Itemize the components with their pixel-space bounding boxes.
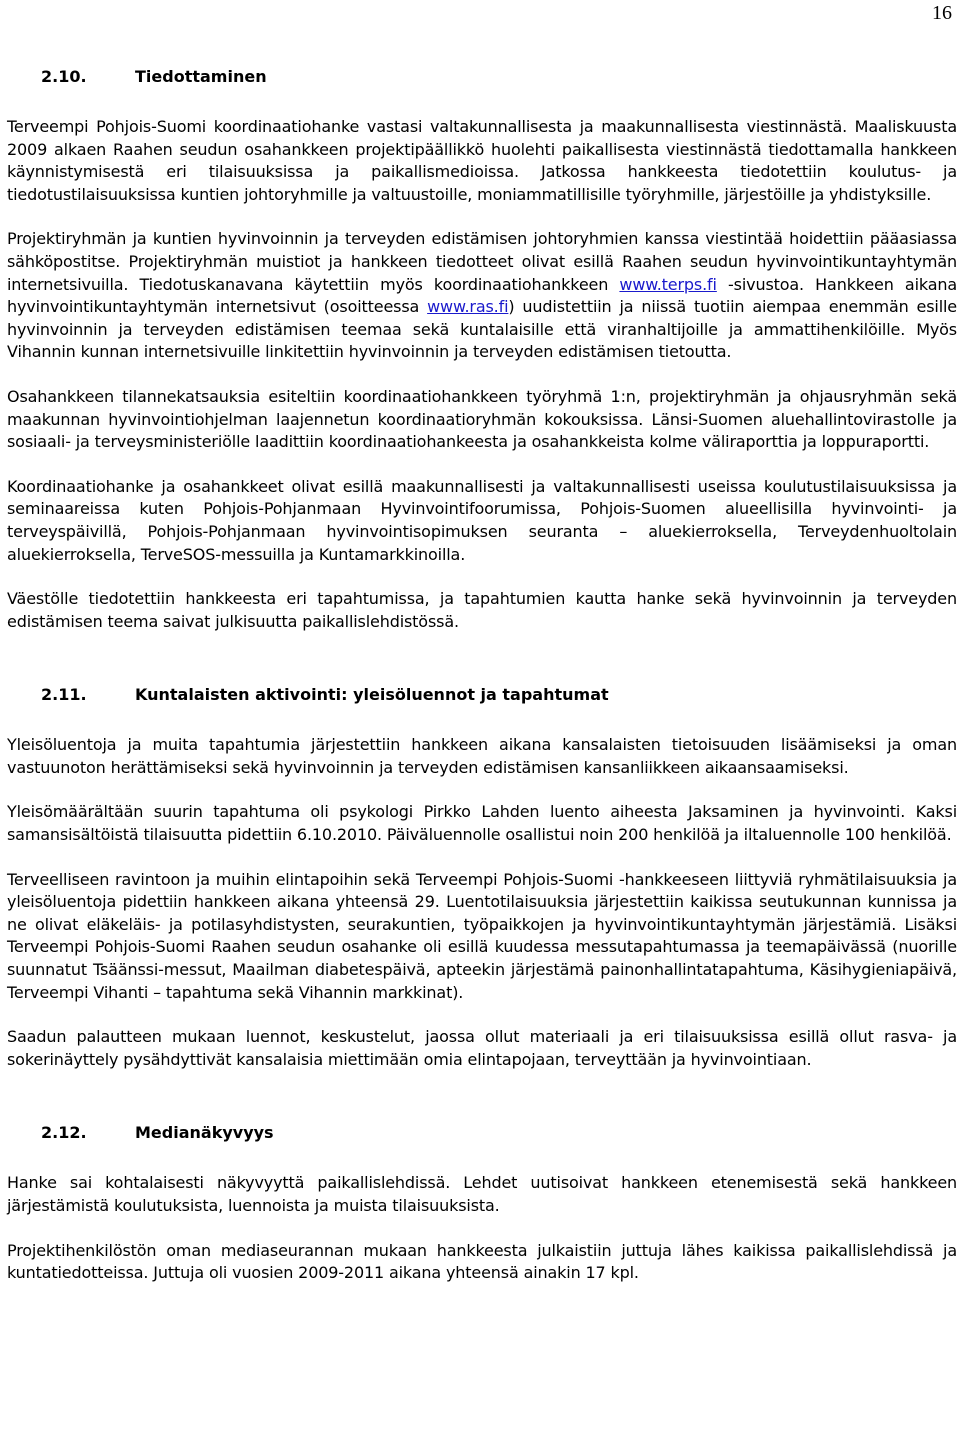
paragraph: Hanke sai kohtalaisesti näkyvyyttä paikallislehdissä. Lehdet uutisoivat hankkeen etenemisestä sekä hankkeen järjestämistä koulutuksista, luennoista ja muista tilaisuuksista. [7, 1173, 957, 1215]
ras-link[interactable]: www.ras.fi [427, 297, 509, 317]
section-heading-tiedottaminen [7, 64, 957, 90]
paragraph: Yleisömäärältään suurin tapahtuma oli psykologi Pirkko Lahden luento aiheesta Jaksaminen ja hyvinvointi. Kaksi samansisältöistä tilaisuutta pidettiin 6.10.2010. Päiväluennolle osallistui noin 200 henkilöä ja iltaluennolle 100 henkilöä. [7, 802, 957, 845]
section-heading-medianakyvyys [7, 1120, 957, 1146]
paragraph: Projektihenkilöstön oman mediaseurannan mukaan hankkeesta julkaistiin juttuja lähes kaikissa paikallislehdissä ja kuntatiedotteissa. Juttuja oli vuosien 2009-2011 aikana yhteensä ainakin 17 kpl. [7, 1240, 957, 1283]
terps-link[interactable]: www.terps.fi [619, 274, 717, 294]
paragraph: Terveempi Pohjois-Suomi koordinaatiohanke vastasi valtakunnallisesta ja maakunnallisesta viestinnästä. Maaliskuusta 2009 alkaen Raahen seudun osahankkeen projektipäällikkö huolehti paikallisesta viestinnästä tiedottamalla hankkeen käynnistymisestä eri tilaisuuksissa ja paikallismedioissa. Jatkossa hankkeesta tiedotettiin koulutus- ja tiedotustilaisuuksissa kuntien johtoryhmille ja valtuustoille, moniammatillisille työryhmille, järjestöille ja yhdistyksille. [7, 117, 957, 204]
section-number: 2.12. [41, 1123, 87, 1143]
section-title: Tiedottaminen [135, 67, 267, 86]
paragraph: Väestölle tiedotettiin hankkeesta eri tapahtumissa, ja tapahtumien kautta hanke sekä hyvinvoinnin ja terveyden edistämisen teema saivat julkisuutta paikallislehdistössä. [7, 589, 957, 631]
section-number: 2.10. [41, 67, 87, 86]
paragraph: Saadun palautteen mukaan luennot, keskustelut, jaossa ollut materiaali ja eri tilaisuuksissa esillä ollut rasva- ja sokerinäyttely pysähdyttivät kansalaisia miettimään omia elintapojaan, terveyttään ja hyvinvointiaan. [7, 1027, 957, 1069]
paragraph-with-links [7, 228, 957, 364]
section-title: Kuntalaisten aktivointi: yleisöluennot ja tapahtumat [135, 685, 609, 705]
paragraph: Osahankkeen tilannekatsauksia esiteltiin koordinaatiohankkeen työryhmä 1:n, projektiryhmän ja ohjausryhmän sekä maakunnan hyvinvointiohjelman laajennetun koordinaatioryhmän kokouksissa. Länsi-Suomen aluehallintovirastolle ja sosiaali- ja terveysministeriölle laadittiin koordinaatiohankeesta ja osahankkeista kolme väliraporttia ja loppuraportti. [7, 386, 957, 452]
paragraph: Terveelliseen ravintoon ja muihin elintapoihin sekä Terveempi Pohjois-Suomi -hankkeeseen liittyviä ryhmätilaisuuksia ja yleisöluentoja pidettiin hankkeen aikana yhteensä 29. Luentotilaisuuksia järjestettiin kaikissa seutukunnan kunnissa ja ne olivat eläkeläis- ja potilasyhdistysten, seurakuntien, työpaikkojen ja hyvinvointikuntayhtymän järjestämiä. Lisäksi Terveempi Pohjois-Suomi Raahen seudun osahanke oli esillä kuudessa messutapahtumassa ja teemapäivässä (nuorille suunnatut Tsäänssi-messut, Maailman diabetespäivä, apteekin järjestämä painonhallintatapahtuma, Käsihygieniapäivä, Terveempi Vihanti – tapahtuma sekä Vihannin markkinat). [7, 869, 957, 1002]
page-number: 16 [932, 2, 952, 24]
paragraph-text: Projektiryhmän ja kuntien hyvinvoinnin ja terveyden edistämisen johtoryhmien kanssa viestintää hoidettiin pääasiassa sähköpostitse. Projektiryhmän muistiot ja hankkeen tiedotteet olivat esillä Raahen seudun hyvinvointikuntayhtymän internetsivuilla. Tiedotuskanavana käytettiin myös koordinaatiohankkeen [7, 229, 957, 294]
document-body [7, 64, 957, 1307]
paragraph: Yleisöluentoja ja muita tapahtumia järjestettiin hankkeen aikana kansalaisten tietoisuuden lisäämiseksi ja oman vastuunoton herättämiseksi sekä hyvinvoinnin ja terveyden edistämisen kansanliikkeen aikaansaamiseksi. [7, 735, 957, 777]
section-number: 2.11. [41, 685, 87, 705]
paragraph-text: ) uudistettiin ja niissä tuotiin aiempaa enemmän esille hyvinvoinnin ja terveyden edistämisen teemaa sekä kuntalaisille että viranhaltijoille ja ammattihenkilöille. Myös Vihannin kunnan internetsivuille linkitettiin hyvinvoinnin ja terveyden edistämisen tietoutta. [7, 297, 957, 362]
paragraph-text: -sivustoa. Hankkeen aikana hyvinvointikuntayhtymän internetsivut (osoitteessa [7, 274, 957, 317]
section-title: Medianäkyvyys [135, 1123, 274, 1143]
paragraph: Koordinaatiohanke ja osahankkeet olivat esillä maakunnallisesti ja valtakunnallisesti useissa koulutustilaisuuksissa ja seminaareissa kuten Pohjois-Pohjanmaan Hyvinvointifoorumissa, Pohjois-Suomen alueellisilla hyvinvointi- ja terveyspäivillä, Pohjois-Pohjanmaan hyvinvointisopimuksen seuranta – aluekierroksella, Terveydenhuoltolain aluekierroksella, TerveSOS-messuilla ja Kuntamarkkinoilla. [7, 476, 957, 564]
section-heading-kuntalaisten-aktivointi [7, 682, 957, 708]
